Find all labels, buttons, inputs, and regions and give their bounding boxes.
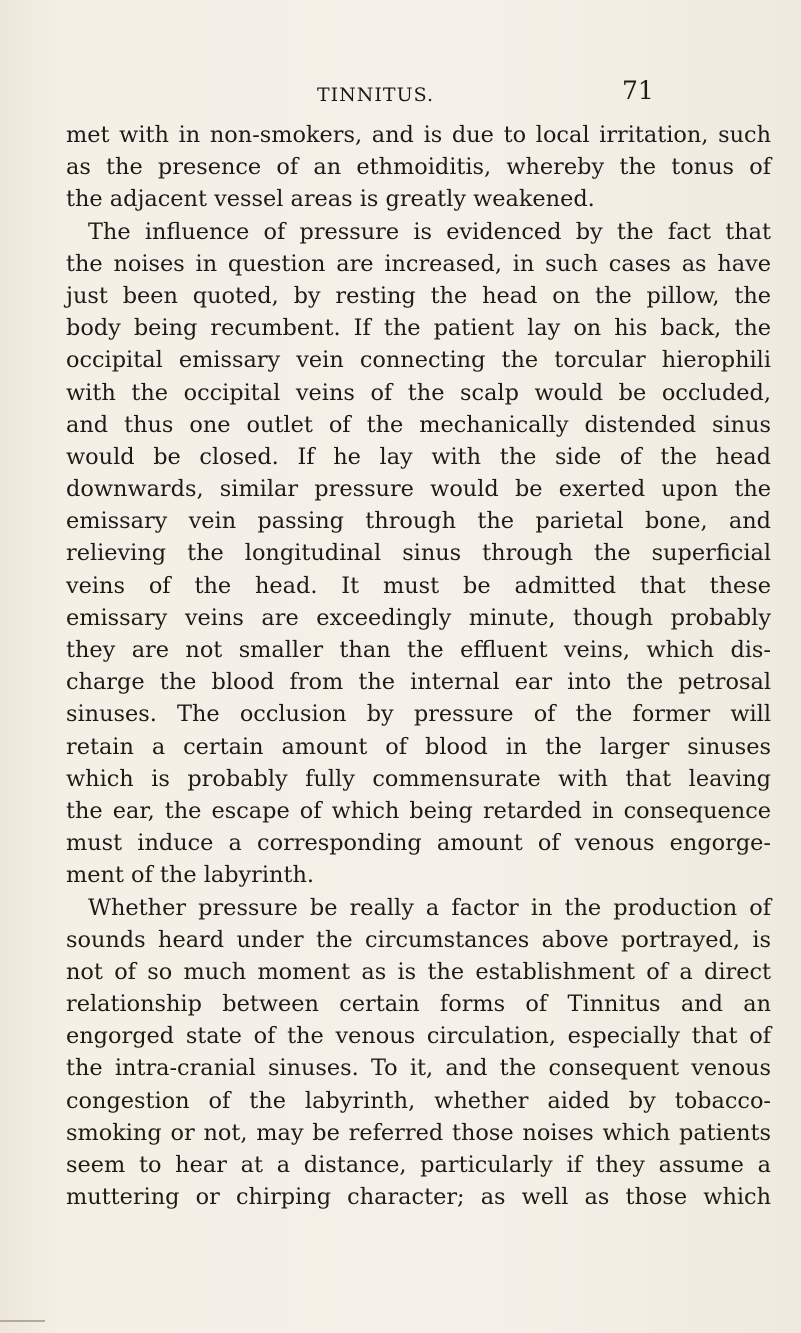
- text-line: and thus one outlet of the mechanically distended sinus: [66, 411, 771, 438]
- text-line: the ear, the escape of which being retarded in consequence: [66, 797, 771, 824]
- text-line: relieving the longitudinal sinus through the superficial: [66, 540, 771, 567]
- text-line: which is probably fully commensurate with that leaving: [66, 765, 771, 792]
- text-line: emissary vein passing through the parietal bone, and: [66, 508, 771, 535]
- text-line: downwards, similar pressure would be exerted upon the: [66, 476, 771, 503]
- text-line: The influence of pressure is evidenced by the fact that: [88, 218, 771, 245]
- page-edge-rule: [0, 1320, 45, 1322]
- text-line: relationship between certain forms of Tinnitus and an: [66, 991, 771, 1018]
- text-line: not of so much moment as is the establishment of a direct: [66, 958, 771, 985]
- text-line: must induce a corresponding amount of venous engorge-: [66, 830, 771, 857]
- text-line: met with in non-smokers, and is due to local irritation, such: [66, 122, 771, 148]
- text-line: emissary veins are exceedingly minute, though probably: [66, 604, 771, 631]
- running-title: TINNITUS.: [317, 84, 434, 106]
- text-line: retain a certain amount of blood in the larger sinuses: [66, 733, 771, 760]
- running-head: [0, 76, 801, 112]
- text-line: charge the blood from the internal ear into the petrosal: [66, 669, 771, 696]
- text-line: sounds heard under the circumstances above portrayed, is: [66, 926, 771, 953]
- text-line: they are not smaller than the effluent veins, which dis-: [66, 637, 771, 663]
- text-line: engorged state of the venous circulation, especially that of: [66, 1023, 771, 1050]
- text-line: the adjacent vessel areas is greatly weakened.: [66, 186, 595, 213]
- text-line: just been quoted, by resting the head on the pillow, the: [66, 282, 771, 309]
- body-text: [66, 119, 771, 1213]
- text-line: would be closed. If he lay with the side of the head: [66, 443, 771, 470]
- text-line: occipital emissary vein connecting the torcular hierophili: [66, 347, 771, 374]
- text-line: smoking or not, may be referred those noises which patients: [66, 1119, 771, 1146]
- text-line: the intra-cranial sinuses. To it, and the consequent venous: [66, 1055, 771, 1082]
- text-line: congestion of the labyrinth, whether aided by tobacco-: [66, 1087, 771, 1114]
- text-line: seem to hear at a distance, particularly if they assume a: [66, 1152, 771, 1178]
- text-line: ment of the labyrinth.: [66, 862, 315, 889]
- text-line: sinuses. The occlusion by pressure of the former will: [66, 701, 771, 728]
- text-line: muttering or chirping character; as well as those which: [66, 1184, 771, 1211]
- text-line: Whether pressure be really a factor in the production of: [88, 894, 771, 921]
- page-number: 71: [622, 76, 654, 105]
- text-line: veins of the head. It must be admitted that these: [66, 572, 771, 599]
- text-line: with the occipital veins of the scalp would be occluded,: [66, 379, 771, 406]
- text-line: as the presence of an ethmoiditis, whereby the tonus of: [66, 154, 771, 181]
- text-line: body being recumbent. If the patient lay on his back, the: [66, 315, 771, 342]
- text-line: the noises in question are increased, in such cases as have: [66, 250, 771, 277]
